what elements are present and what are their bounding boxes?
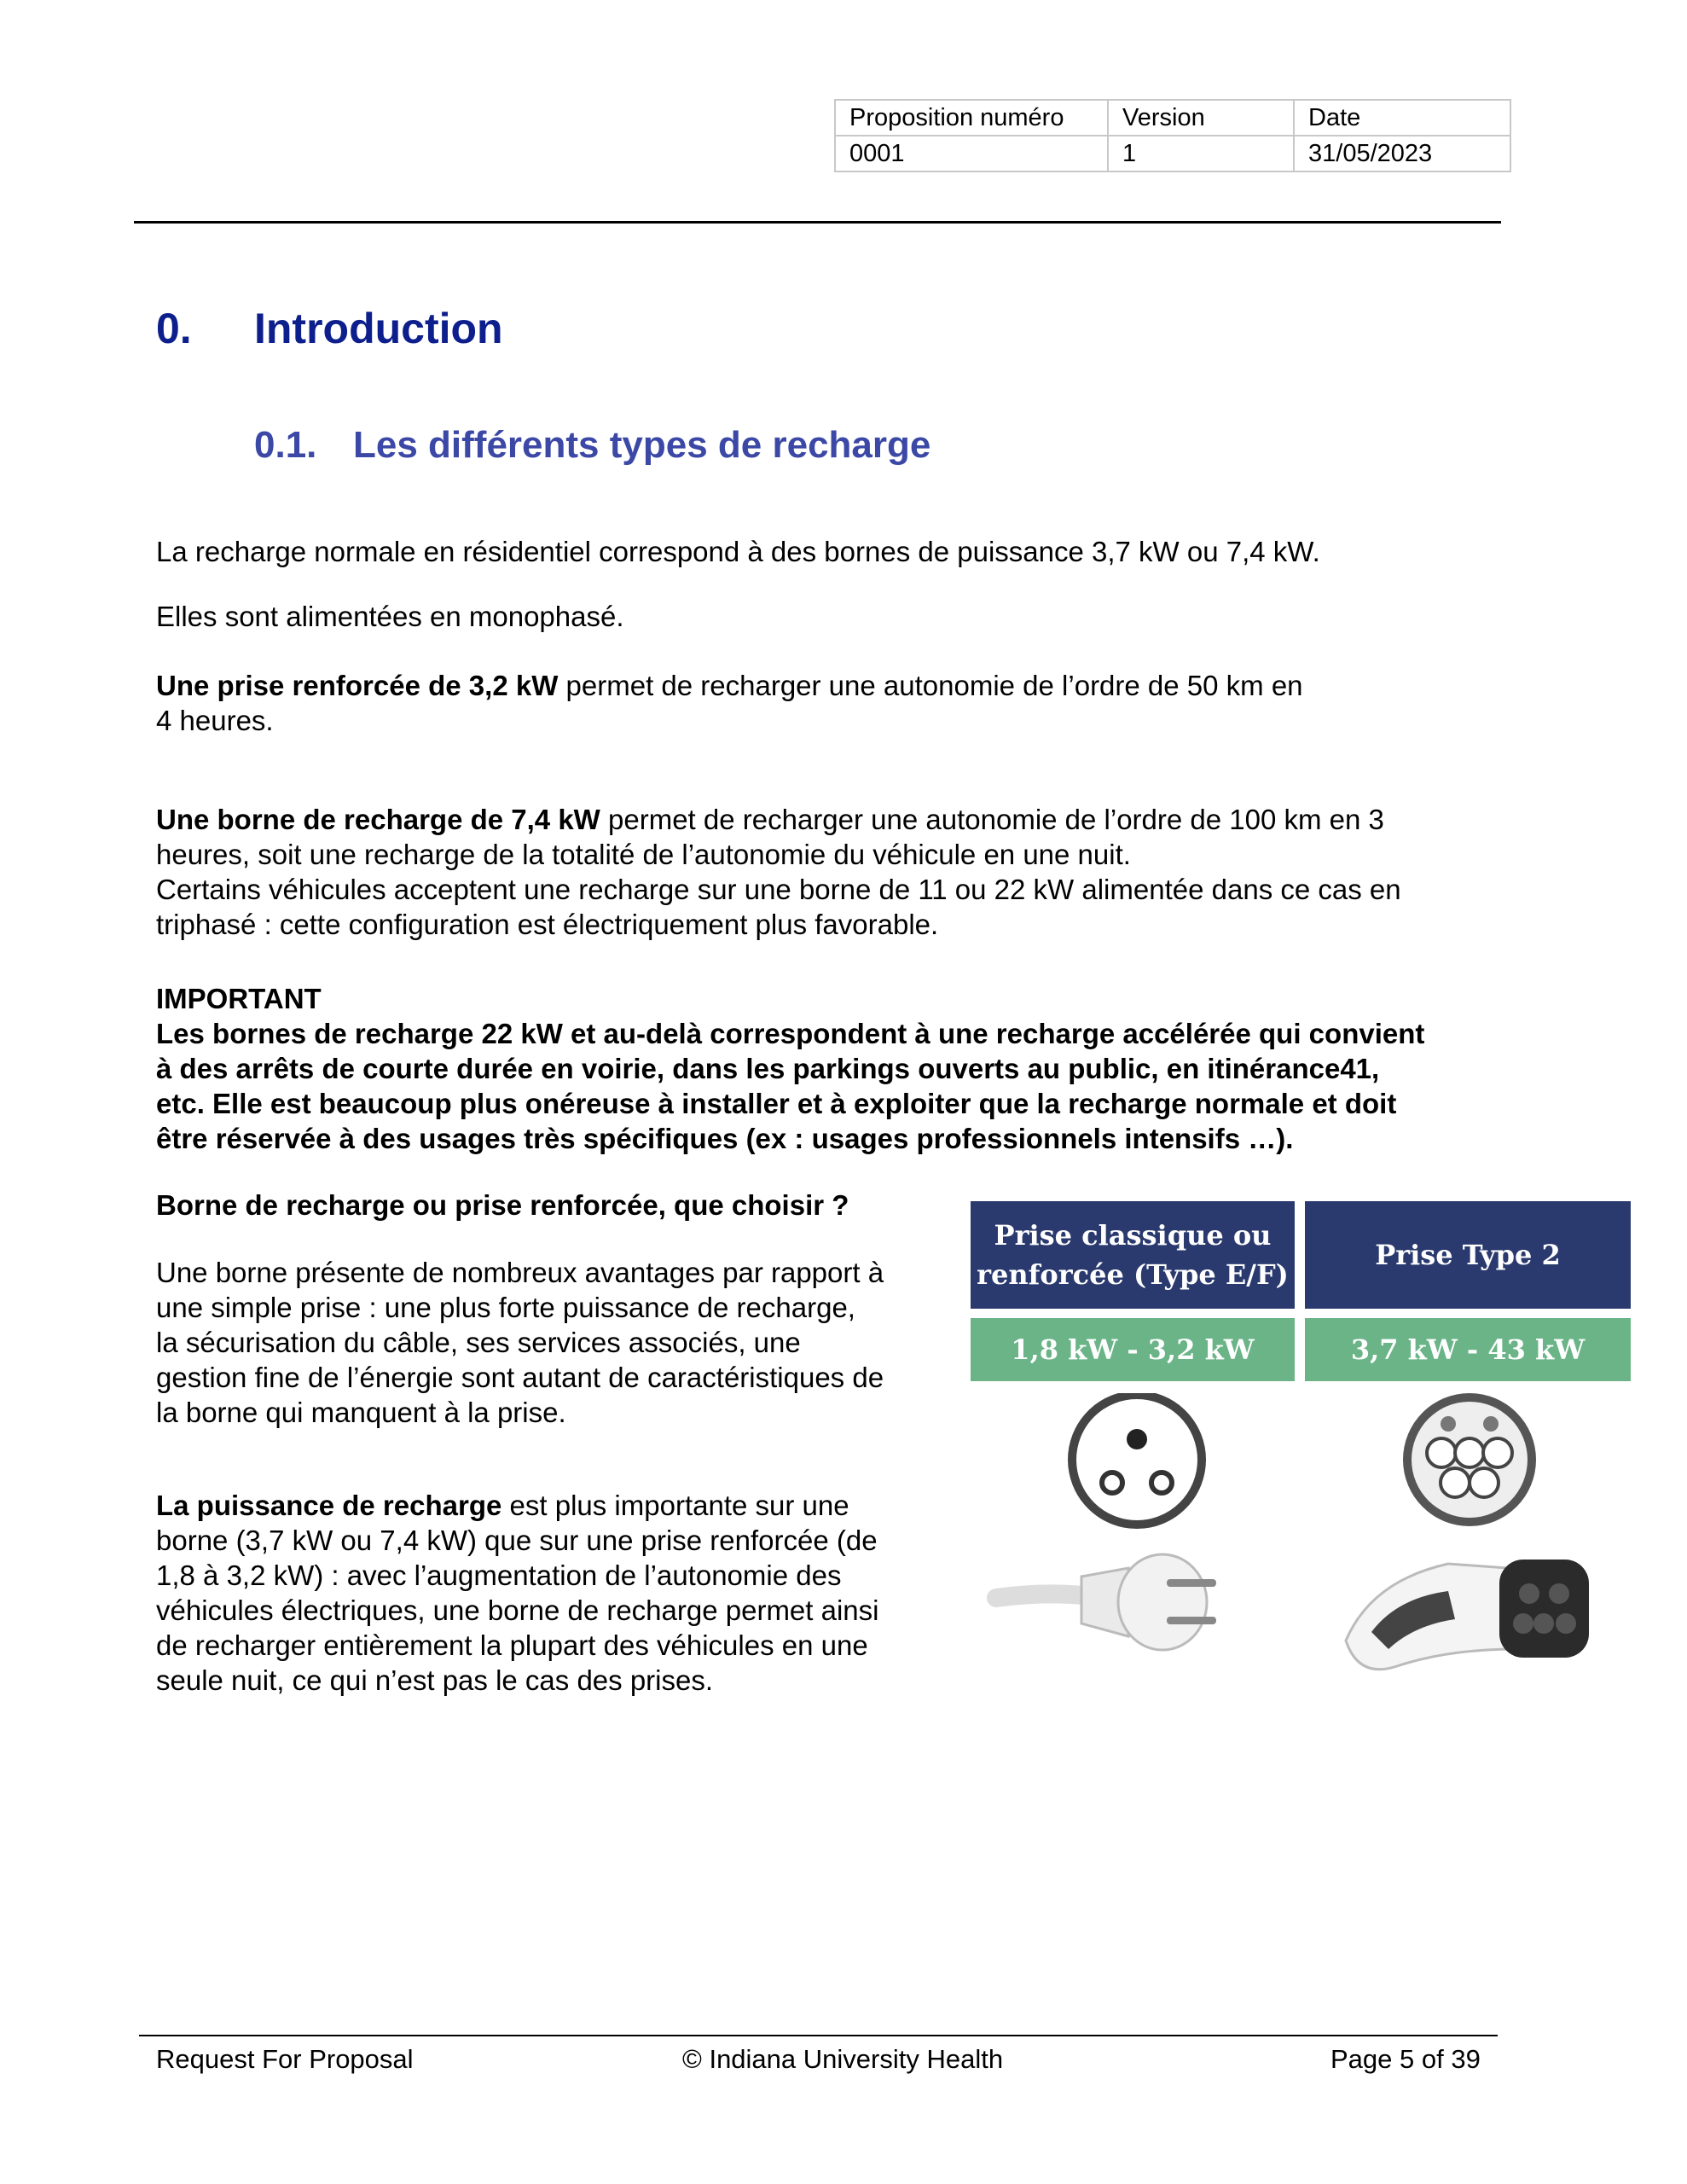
advantages-line-2: une simple prise : une plus forte puissance de recharge, — [156, 1292, 855, 1323]
charging-station-text-2: heures, soit une recharge de la totalité de l’autonomie du véhicule en une nuit. — [156, 839, 1131, 870]
charging-power-line-3: 1,8 à 3,2 kW) : avec l’augmentation de l’autonomie des — [156, 1560, 842, 1591]
footer-divider — [139, 2035, 1498, 2036]
reinforced-socket-lead: Une prise renforcée de 3,2 kW — [156, 670, 559, 701]
figure-header-type2: Prise Type 2 — [1305, 1201, 1631, 1309]
charging-power-lead: La puissance de recharge — [156, 1490, 502, 1521]
important-line-4: être réservée à des usages très spécifiques (ex : usages professionnels intensifs …). — [156, 1123, 1294, 1154]
header-value-date: 31/05/2023 — [1294, 136, 1510, 171]
type2-socket-icon — [1403, 1393, 1536, 1526]
important-label: IMPORTANT — [156, 983, 322, 1014]
figure-power-type2: 3,7 kW - 43 kW — [1305, 1318, 1631, 1381]
paragraph-station-advantages — [156, 1255, 958, 1430]
header-value-proposal-number: 0001 — [835, 136, 1108, 171]
type-ef-socket-icon — [1072, 1395, 1202, 1525]
section-number: 0. — [156, 305, 192, 352]
charging-station-lead: Une borne de recharge de 7,4 kW — [156, 804, 600, 835]
reinforced-socket-text-2: 4 heures. — [156, 705, 274, 736]
charging-power-line-4: véhicules électriques, une borne de recharge permet ainsi — [156, 1594, 879, 1626]
question-heading: Borne de recharge ou prise renforcée, que choisir ? — [156, 1189, 849, 1221]
figure-header-classic-socket — [971, 1201, 1295, 1309]
section-title: Introduction — [254, 305, 503, 352]
charging-power-line-6: seule nuit, ce qui n’est pas le cas des prises. — [156, 1664, 714, 1696]
advantages-line-1: Une borne présente de nombreux avantages par rapport à — [156, 1257, 884, 1288]
charging-power-line-2: borne (3,7 kW ou 7,4 kW) que sur une prise renforcée (de — [156, 1525, 878, 1556]
important-note — [156, 981, 1424, 1156]
header-label-date: Date — [1294, 100, 1510, 136]
advantages-line-4: gestion fine de l’énergie sont autant de caractéristiques de — [156, 1362, 884, 1393]
type2-connector-icon — [1346, 1560, 1589, 1670]
charging-station-text-3: Certains véhicules acceptent une recharge sur une borne de 11 ou 22 kW alimentée dans ce cas en — [156, 874, 1401, 905]
paragraph-normal-charging: La recharge normale en résidentiel correspond à des bornes de puissance 3,7 kW ou 7,4 kW. — [156, 536, 1320, 567]
footer-page-number: Page 5 of 39 — [1330, 2044, 1481, 2074]
section-heading — [156, 304, 503, 353]
proposal-header-table — [834, 99, 1511, 172]
subsection-title: Les différents types de recharge — [353, 424, 931, 466]
plug-illustrations — [971, 1393, 1636, 1722]
footer-document-type: Request For Proposal — [156, 2044, 414, 2074]
footer-copyright: © Indiana University Health — [682, 2044, 1004, 2074]
important-line-1: Les bornes de recharge 22 kW et au-delà correspondent à une recharge accélérée qui convient — [156, 1018, 1425, 1049]
plug-comparison-figure — [971, 1201, 1636, 1722]
charging-station-text-4: triphasé : cette configuration est électriquement plus favorable. — [156, 909, 939, 940]
important-line-3: etc. Elle est beaucoup plus onéreuse à installer et à exploiter que la recharge normale et doit — [156, 1088, 1397, 1119]
charging-power-line-5: de recharger entièrement la plupart des véhicules en une — [156, 1629, 868, 1661]
reinforced-socket-text: permet de recharger une autonomie de l’ordre de 50 km en — [558, 670, 1303, 701]
charging-station-text: permet de recharger une autonomie de l’ordre de 100 km en 3 — [600, 804, 1384, 835]
advantages-line-5: la borne qui manquent à la prise. — [156, 1397, 566, 1428]
header-label-proposal-number: Proposition numéro — [835, 100, 1108, 136]
paragraph-charging-power — [156, 1488, 958, 1698]
header-label-version: Version — [1108, 100, 1294, 136]
classic-socket-title-2: renforcée (Type E/F) — [977, 1258, 1289, 1291]
header-value-version: 1 — [1108, 136, 1294, 171]
classic-socket-title-1: Prise classique ou — [994, 1219, 1272, 1252]
advantages-line-3: la sécurisation du câble, ses services associés, une — [156, 1327, 801, 1358]
paragraph-monophase: Elles sont alimentées en monophasé. — [156, 601, 624, 632]
subsection-heading — [254, 424, 930, 467]
subsection-number: 0.1. — [254, 424, 317, 466]
important-line-2: à des arrêts de courte durée en voirie, dans les parkings ouverts au public, en itinérance41, — [156, 1053, 1380, 1084]
header-divider — [134, 221, 1501, 224]
schuko-plug-icon — [996, 1554, 1216, 1650]
paragraph-charging-station — [156, 802, 1401, 942]
charging-power-text: est plus importante sur une — [501, 1490, 849, 1521]
figure-power-classic: 1,8 kW - 3,2 kW — [971, 1318, 1295, 1381]
paragraph-reinforced-socket — [156, 668, 1303, 738]
